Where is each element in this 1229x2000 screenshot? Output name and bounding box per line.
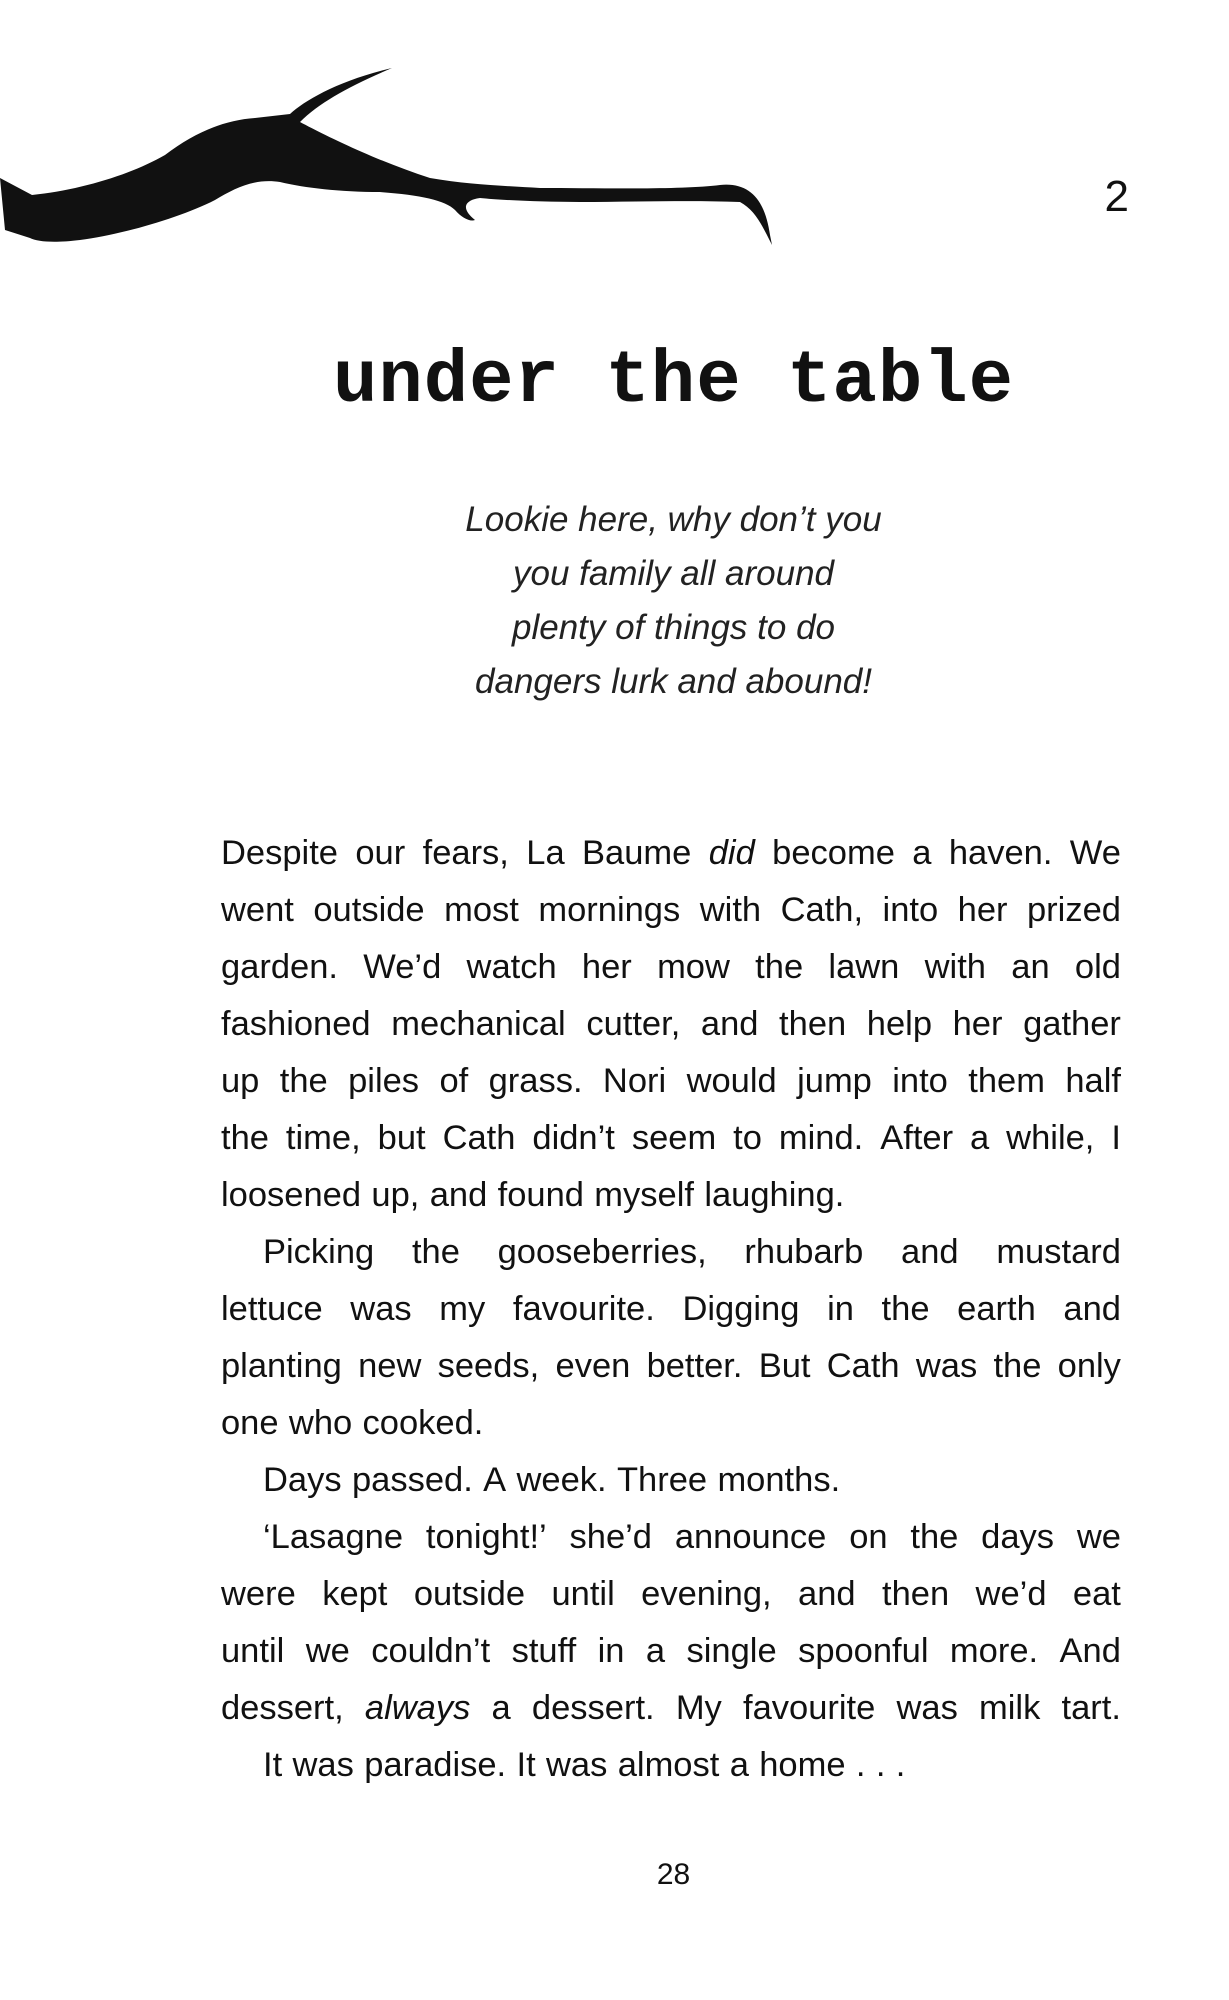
- body-word: then: [779, 1005, 847, 1043]
- body-word: them: [968, 1062, 1045, 1100]
- branch-icon: [0, 68, 772, 245]
- epigraph-line: plenty of things to do: [512, 608, 835, 647]
- body-word: kept: [322, 1575, 388, 1613]
- body-word: outside: [413, 1575, 526, 1613]
- body-word: lawn: [828, 948, 900, 986]
- body-word: while,: [1006, 1119, 1095, 1157]
- body-word: until: [221, 1632, 285, 1670]
- body-word: an: [1011, 948, 1050, 986]
- body-word: didn’t: [532, 1119, 615, 1157]
- body-word: with: [924, 948, 986, 986]
- chapter-title: under the table: [332, 340, 1015, 424]
- body-word: and: [1063, 1290, 1121, 1328]
- body-word: seeds,: [437, 1347, 540, 1385]
- body-word: Cath: [442, 1119, 516, 1157]
- epigraph-line: dangers lurk and abound!: [475, 662, 872, 701]
- chapter-body-text: [221, 825, 1121, 1794]
- body-word: did: [708, 834, 755, 872]
- body-word: with: [699, 891, 762, 929]
- body-word: better.: [646, 1347, 743, 1385]
- body-word: lettuce: [221, 1290, 323, 1328]
- body-word: time,: [285, 1119, 361, 1157]
- body-line: [221, 1224, 1121, 1281]
- body-word: up: [221, 1062, 260, 1100]
- body-word: she’d: [569, 1518, 652, 1556]
- body-word: the: [881, 1290, 930, 1328]
- body-word: and: [700, 1005, 759, 1043]
- body-word: Cath: [826, 1347, 900, 1385]
- body-word: We’d: [363, 948, 442, 986]
- body-word: Digging: [682, 1290, 800, 1328]
- body-word: My: [675, 1689, 722, 1727]
- body-word: were: [221, 1575, 296, 1613]
- body-word: grass.: [488, 1062, 583, 1100]
- body-word: planting: [221, 1347, 342, 1385]
- body-word: eat: [1072, 1575, 1121, 1613]
- body-word: a: [912, 834, 932, 872]
- body-word: of: [439, 1062, 469, 1100]
- body-line: [221, 1338, 1121, 1395]
- body-word: outside: [313, 891, 425, 929]
- body-word: dessert.: [531, 1689, 655, 1727]
- body-word: ‘Lasagne: [263, 1518, 404, 1556]
- body-word: almost: [617, 1746, 720, 1784]
- body-word: we’d: [975, 1575, 1047, 1613]
- body-word: milk: [979, 1689, 1041, 1727]
- body-word: into: [892, 1062, 948, 1100]
- body-word: her: [957, 891, 1008, 929]
- body-word: new: [358, 1347, 422, 1385]
- body-word: one: [221, 1404, 279, 1442]
- epigraph: [0, 493, 1229, 709]
- body-word: a: [491, 1689, 511, 1727]
- body-word: but: [377, 1119, 426, 1157]
- body-word: the: [411, 1233, 460, 1271]
- body-word: Despite: [221, 834, 338, 872]
- body-word: more.: [949, 1632, 1039, 1670]
- body-word: favourite.: [512, 1290, 655, 1328]
- chapter-number: 2: [1104, 172, 1129, 221]
- body-word: and: [798, 1575, 856, 1613]
- body-word: paradise.: [364, 1746, 507, 1784]
- body-word: jump: [797, 1062, 872, 1100]
- body-word: .: [895, 1746, 906, 1784]
- body-word: was: [350, 1290, 412, 1328]
- body-word: .: [875, 1746, 886, 1784]
- body-word: her: [952, 1005, 1003, 1043]
- body-word: piles: [348, 1062, 420, 1100]
- body-line: [221, 1680, 1121, 1737]
- body-line: [221, 1509, 1121, 1566]
- body-line: [221, 939, 1121, 996]
- body-word: my: [439, 1290, 486, 1328]
- body-word: on: [849, 1518, 888, 1556]
- body-word: I: [1111, 1119, 1121, 1157]
- body-word: the: [221, 1119, 269, 1157]
- body-word: But: [758, 1347, 811, 1385]
- body-word: was: [546, 1746, 608, 1784]
- body-word: home: [759, 1746, 846, 1784]
- body-word: our: [355, 834, 406, 872]
- body-word: and: [429, 1176, 488, 1214]
- body-word: in: [827, 1290, 854, 1328]
- body-word: then: [881, 1575, 950, 1613]
- body-word: mustard: [996, 1233, 1121, 1271]
- body-word: would: [686, 1062, 777, 1100]
- body-word: help: [866, 1005, 933, 1043]
- body-line: [221, 1395, 1121, 1452]
- body-word: tart.: [1061, 1689, 1121, 1727]
- body-word: announce: [674, 1518, 827, 1556]
- body-word: single: [686, 1632, 777, 1670]
- body-word: After: [880, 1119, 954, 1157]
- body-word: always: [364, 1689, 471, 1727]
- body-word: mornings: [538, 891, 681, 929]
- body-line: [221, 1110, 1121, 1167]
- body-word: earth: [957, 1290, 1036, 1328]
- body-word: until: [551, 1575, 615, 1613]
- body-word: And: [1059, 1632, 1121, 1670]
- body-word: dessert,: [221, 1689, 344, 1727]
- body-line: [221, 1623, 1121, 1680]
- body-word: into: [882, 891, 939, 929]
- body-word: cutter,: [586, 1005, 681, 1043]
- body-word: garden.: [221, 948, 339, 986]
- body-word: only: [1057, 1347, 1121, 1385]
- body-word: old: [1074, 948, 1121, 986]
- body-word: her: [581, 948, 632, 986]
- body-word: become: [772, 834, 895, 872]
- body-word: It: [263, 1746, 283, 1784]
- body-line: [221, 996, 1121, 1053]
- body-word: gooseberries,: [497, 1233, 707, 1271]
- body-word: in: [597, 1632, 625, 1670]
- body-word: who: [288, 1404, 353, 1442]
- body-word: the: [279, 1062, 328, 1100]
- body-word: and: [901, 1233, 959, 1271]
- body-word: fears,: [422, 834, 509, 872]
- epigraph-line: you family all around: [513, 554, 834, 593]
- body-word: was: [896, 1689, 958, 1727]
- body-word: a: [729, 1746, 749, 1784]
- body-word: .: [855, 1746, 866, 1784]
- body-word: even: [555, 1347, 631, 1385]
- body-line: [221, 1053, 1121, 1110]
- body-word: to: [733, 1119, 762, 1157]
- body-word: haven.: [948, 834, 1053, 872]
- body-line: [221, 1452, 1121, 1509]
- branch-illustration: [0, 50, 800, 260]
- body-word: seem: [631, 1119, 717, 1157]
- body-word: rhubarb: [744, 1233, 864, 1271]
- body-word: Cath,: [780, 891, 864, 929]
- body-word: stuff: [511, 1632, 577, 1670]
- body-word: Picking: [263, 1233, 375, 1271]
- body-word: a: [970, 1119, 990, 1157]
- body-word: we: [305, 1632, 350, 1670]
- body-word: was: [292, 1746, 354, 1784]
- body-word: up,: [371, 1176, 420, 1214]
- body-word: the: [993, 1347, 1042, 1385]
- page-number: 28: [656, 1858, 691, 1891]
- body-word: a: [645, 1632, 666, 1670]
- body-word: week.: [516, 1461, 607, 1499]
- body-word: spoonful: [798, 1632, 929, 1670]
- body-word: days: [981, 1518, 1055, 1556]
- body-word: the: [755, 948, 804, 986]
- body-word: We: [1069, 834, 1121, 872]
- body-word: gather: [1023, 1005, 1121, 1043]
- body-line: [221, 1737, 1121, 1794]
- body-word: tonight!’: [425, 1518, 547, 1556]
- body-line: [221, 1281, 1121, 1338]
- body-word: evening,: [641, 1575, 772, 1613]
- body-word: mind.: [778, 1119, 864, 1157]
- body-word: watch: [466, 948, 557, 986]
- body-line: [221, 825, 1121, 882]
- body-word: fashioned: [221, 1005, 371, 1043]
- body-line: [221, 1167, 1121, 1224]
- body-word: mow: [657, 948, 730, 986]
- body-word: A: [483, 1461, 507, 1499]
- body-word: months.: [717, 1461, 841, 1499]
- body-word: went: [221, 891, 294, 929]
- body-word: Days: [263, 1461, 342, 1499]
- body-word: Baume: [582, 834, 692, 872]
- body-word: Nori: [602, 1062, 667, 1100]
- body-word: couldn’t: [371, 1632, 491, 1670]
- body-word: most: [444, 891, 519, 929]
- body-word: Three: [616, 1461, 708, 1499]
- epigraph-line: Lookie here, why don’t you: [465, 500, 882, 539]
- body-word: It: [516, 1746, 536, 1784]
- body-word: loosened: [221, 1176, 362, 1214]
- body-word: half: [1065, 1062, 1121, 1100]
- body-word: the: [910, 1518, 959, 1556]
- body-word: passed.: [351, 1461, 473, 1499]
- body-word: La: [526, 834, 565, 872]
- body-word: prized: [1027, 891, 1121, 929]
- body-word: myself: [594, 1176, 694, 1214]
- body-word: favourite: [742, 1689, 876, 1727]
- body-word: was: [915, 1347, 978, 1385]
- body-line: [221, 1566, 1121, 1623]
- body-word: found: [497, 1176, 584, 1214]
- body-word: cooked.: [362, 1404, 484, 1442]
- body-word: we: [1076, 1518, 1121, 1556]
- body-word: mechanical: [391, 1005, 566, 1043]
- body-word: laughing.: [704, 1176, 845, 1214]
- body-line: [221, 882, 1121, 939]
